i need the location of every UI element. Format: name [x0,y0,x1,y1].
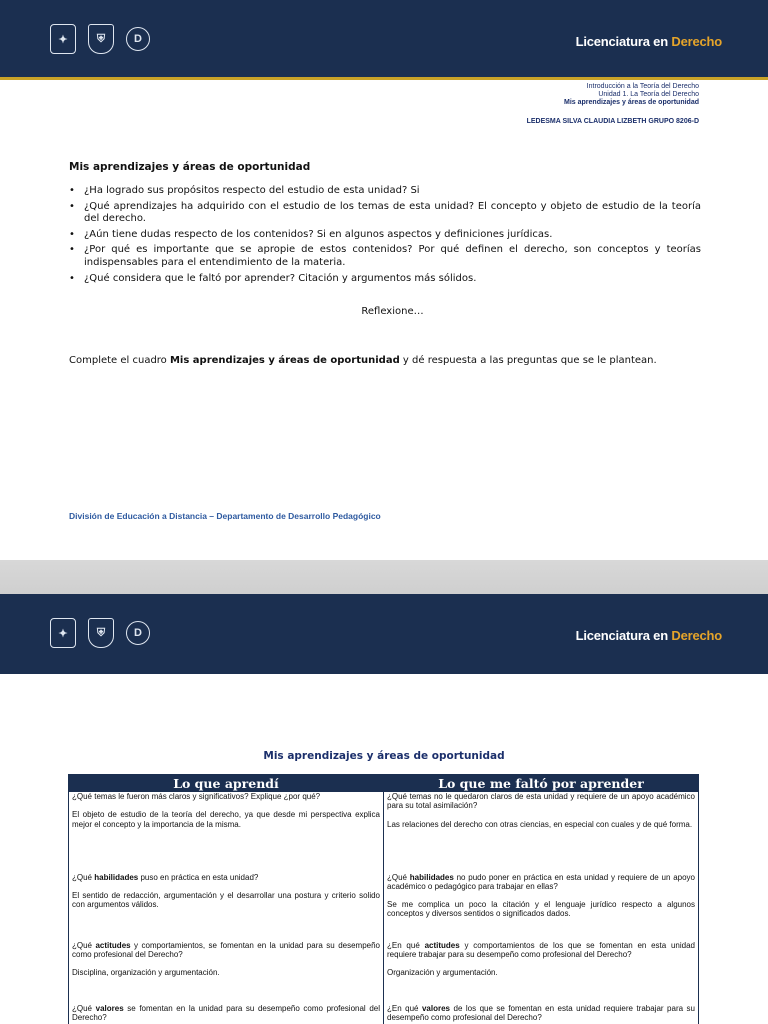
question-text [72,1004,380,1023]
instruction-text [69,355,657,366]
unit-name: Unidad 1. La Teoría del Derecho [598,91,699,98]
table-cell [69,1004,384,1024]
question-post: de los que se fomentan en esta unidad requiere trabajar para su desempeño como profesional del Derecho? [387,1003,695,1022]
question-keyword: actitudes [95,940,131,950]
table-cell [384,1004,699,1024]
question-post: se fomentan en la unidad para su desempeño como profesional del Derecho? [72,1003,380,1022]
course-name: Introducción a la Teoría del Derecho [586,83,699,90]
question-post: no pudo poner en práctica en esta unidad y requiere de un apoyo académico o pedagógico para trabajar en ellas? [387,872,696,891]
table-row [69,792,699,873]
list-item: • ¿Por qué es importante que se apropie de estos contenidos? Por qué definen el derecho, son conceptos y teorías indispensables para el entendimiento de la materia. [69,244,701,269]
table-cell [384,792,699,873]
program-title [576,628,722,643]
logo-group [50,24,150,54]
instruction-bold: Mis aprendizajes y áreas de oportunidad [169,355,400,366]
question-pre: ¿Qué [72,872,95,882]
page1-banner [0,0,768,80]
question-pre: ¿Qué [387,872,410,882]
question-keyword: habilidades [409,872,454,882]
list-item: • ¿Ha logrado sus propósitos respecto del estudio de esta unidad? Si [69,185,701,198]
answer-text: El objeto de estudio de la teoría del derecho, ya que desde mi perspectiva explica mejor el concepto y la importancia de la misma. [72,810,380,829]
learning-table [68,774,699,1024]
question-keyword: actitudes [424,940,460,950]
program-name: Derecho [671,628,722,643]
question-text [387,792,695,811]
faculty-shield-icon: ⛨ [88,618,114,648]
unam-seal-icon: ✦ [50,618,76,648]
question-pre: ¿En qué [387,940,425,950]
column-header-learned: Lo que aprendí [69,775,384,792]
question-pre: ¿En qué [387,1003,422,1013]
question-post: puso en práctica en esta unidad? [138,872,259,882]
answer-text: Se me complica un poco la citación y el lenguaje jurídico respecto a algunos conceptos y diversos sentidos o significados dados. [387,900,695,919]
column-header-missing: Lo que me faltó por aprender [384,775,699,792]
question-post: y comportamientos, se fomentan en la unidad para su desempeño como profesional del Derecho? [72,940,380,959]
program-title [576,34,722,49]
table-row [69,941,699,1004]
question-text [387,1004,695,1023]
list-item: • ¿Qué aprendizajes ha adquirido con el estudio de los temas de esta unidad? El concepto y objeto de estudio de la teoría del derecho. [69,201,701,226]
banner-stripe [0,77,768,80]
question-text [387,941,695,960]
program-prefix: Licenciatura en [575,34,668,49]
question-text [72,941,380,960]
question-pre: ¿Qué [72,940,96,950]
table-cell [384,941,699,1004]
question-post: y comportamientos de los que se fomentan en esta unidad requiere trabajar para su desempeño como profesional del Derecho? [387,940,696,959]
unam-seal-icon: ✦ [50,24,76,54]
question-text [72,792,380,801]
student-name: LEDESMA SILVA CLAUDIA LIZBETH GRUPO 8206-D [526,118,699,125]
program-prefix: Licenciatura en [575,628,668,643]
table-row [69,1004,699,1024]
list-item: • ¿Aún tiene dudas respecto de los contenidos? Si en algunos aspectos y definiciones jurídicas. [69,229,701,242]
suayed-logo-icon: D [126,621,150,645]
logo-group [50,618,150,648]
instruction-pre: Complete el cuadro [69,355,170,366]
table-cell [384,873,699,941]
page2-banner [0,594,768,674]
table-cell [69,873,384,941]
answer-text: Organización y argumentación. [387,968,498,978]
question-pre: ¿Qué temas le fueron más claros y significativos? Explique ¿por qué? [72,792,321,801]
table-cell [69,941,384,1004]
program-name: Derecho [671,34,722,49]
question-keyword: habilidades [94,872,139,882]
question-list [69,185,701,288]
answer-text: Disciplina, organización y argumentación. [72,968,220,978]
reflection-label: Reflexione… [361,306,424,317]
suayed-logo-icon: D [126,27,150,51]
list-item: • ¿Qué considera que le faltó por aprender? Citación y argumentos más sólidos. [69,273,701,286]
activity-name: Mis aprendizajes y áreas de oportunidad [564,99,699,106]
document-header [527,83,699,126]
question-keyword: valores [95,1003,124,1013]
instruction-post: y dé respuesta a las preguntas que se le plantean. [399,355,657,366]
table-title: Mis aprendizajes y áreas de oportunidad [263,750,505,762]
question-text [72,873,380,882]
answer-text: El sentido de redacción, argumentación y el desarrollar una postura y criterio solido con argumentos válidos. [72,890,380,910]
section-title: Mis aprendizajes y áreas de oportunidad [69,161,311,173]
question-text [387,873,695,892]
answer-text: Las relaciones del derecho con otras ciencias, en especial con cuales y de qué forma. [387,819,693,829]
question-pre: ¿Qué temas no le quedaron claros de esta unidad y requiere de un apoyo académico para su total asimilación? [387,792,695,811]
table-header-row [69,775,699,792]
question-keyword: valores [421,1003,451,1013]
table-cell [69,792,384,873]
page-separator [0,560,768,594]
table-row [69,873,699,941]
question-pre: ¿Qué [72,1003,96,1013]
faculty-shield-icon: ⛨ [88,24,114,54]
page-footer: División de Educación a Distancia – Departamento de Desarrollo Pedagógico [69,511,381,521]
